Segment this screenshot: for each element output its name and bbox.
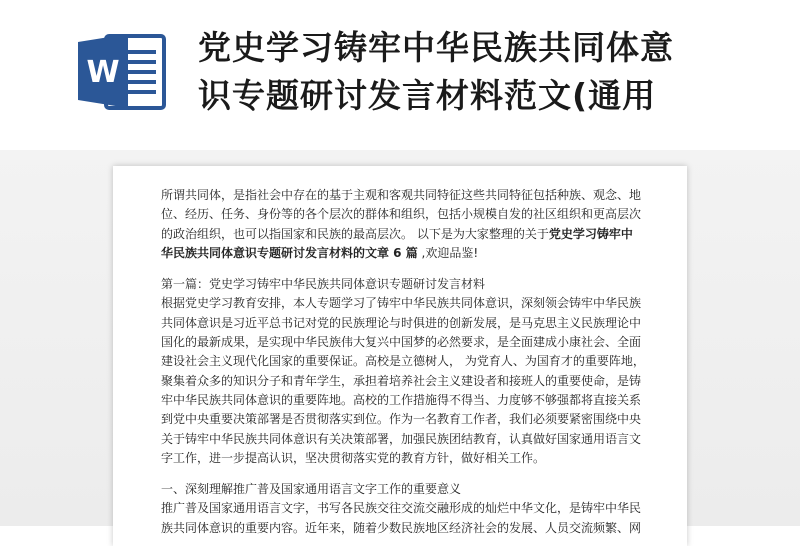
document-body bbox=[161, 186, 647, 538]
intro-bold-text: 华民族共同体意识专题研讨发言材料的文章 6 篇 bbox=[161, 245, 418, 260]
intro-line bbox=[161, 244, 647, 263]
word-document-icon bbox=[76, 30, 168, 112]
intro-line: 所谓共同体，是指社会中存在的基于主观和客观共同特征这些共同特征包括种族、观念、地 bbox=[161, 188, 642, 202]
intro-line bbox=[161, 225, 647, 244]
title-line-1: 党史学习铸牢中华民族共同体意 bbox=[198, 28, 674, 67]
section-heading: 第一篇：党史学习铸牢中华民族共同体意识专题研讨发言材料 bbox=[161, 277, 486, 292]
title-line-2: 识专题研讨发言材料范文(通用 bbox=[198, 76, 657, 115]
intro-line: 位、经历、任务、身份等的各个层次的群体和组织，包括小规模自发的社区组织和更高层次 bbox=[161, 207, 642, 222]
intro-text: ,欢迎品鉴! bbox=[417, 245, 479, 260]
paragraph-line: 建设社会主义现代化国家的重要保证。高校是立德树人， 为党育人、为国育才的重要阵地， bbox=[161, 354, 645, 369]
paragraph-line: 推广普及国家通用语言文字，书写各民族交往交流交融形成的灿烂中华文化，是铸牢中华民 bbox=[161, 501, 642, 516]
paragraph-line: 共同体意识是习近平总书记对党的民族理论与时俱进的创新发展，是马克思主义民族理论中 bbox=[161, 315, 642, 330]
section-heading: 一、深刻理解推广普及国家通用语言文字工作的重要意义 bbox=[161, 482, 462, 497]
header-banner bbox=[0, 0, 800, 150]
intro-bold-text: 党史学习铸牢中 bbox=[548, 226, 633, 241]
paragraph-line: 字工作，进一步提高认识，坚决贯彻落实党的教育方针，做好相关工作。 bbox=[161, 450, 546, 465]
word-icon-letter: W bbox=[86, 55, 120, 90]
document-page bbox=[113, 166, 687, 546]
paragraph-line: 国化的最新成果，是实现中华民族伟大复兴中国梦的必然要求，是全面建成小康社会、全面 bbox=[161, 335, 642, 350]
paragraph-line: 根据党史学习教育安排，本人专题学习了铸牢中华民族共同体意识，深刻领会铸牢中华民族 bbox=[161, 296, 642, 311]
page-title bbox=[198, 24, 798, 120]
paragraph-line: 到党中央重要决策部署是否贯彻落实到位。作为一名教育工作者，我们必须要紧密围绕中央 bbox=[161, 412, 642, 427]
paragraph-line: 族共同体意识的重要内容。近年来，随着少数民族地区经济社会的发展、人员交流频繁、网 bbox=[161, 520, 642, 535]
intro-text: 的政治组织，也可以指国家和民族的最高层次。 以下是为大家整理的关于 bbox=[161, 226, 549, 241]
paragraph-line: 关于铸牢中华民族共同体意识有关决策部署，加强民族团结教育，认真做好国家通用语言文 bbox=[161, 431, 642, 446]
paragraph-line: 聚集着众多的知识分子和青年学生，承担着培养社会主义建设者和接班人的重要使命，是铸 bbox=[161, 373, 642, 388]
paragraph-line: 牢中华民族共同体意识的重要阵地。高校的工作措施得不得当、力度够不够强都将直接关系 bbox=[161, 392, 642, 407]
